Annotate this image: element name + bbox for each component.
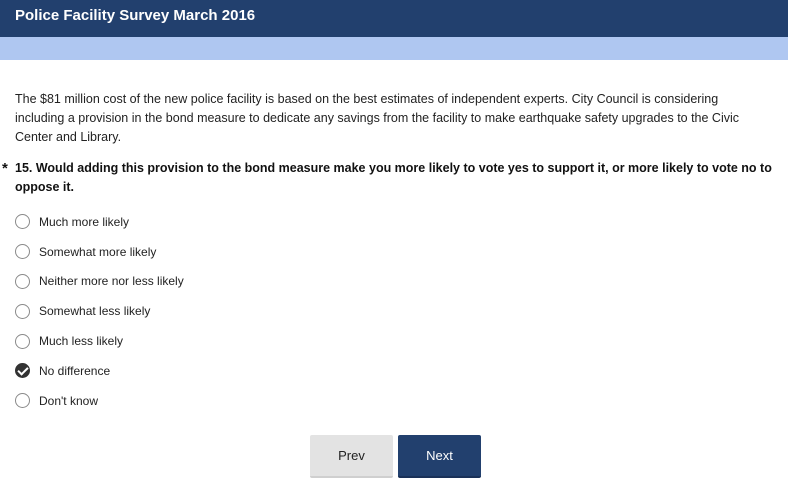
option-label[interactable]: Much more likely — [39, 214, 130, 229]
question-container — [2, 159, 775, 197]
option-much-more-likely[interactable] — [15, 207, 184, 237]
option-much-less-likely[interactable] — [15, 326, 184, 356]
option-no-difference[interactable] — [15, 356, 184, 386]
question-text: 15. Would adding this provision to the bond measure make you more likely to vote yes to support it, or more likely to vote no to oppose it. — [15, 161, 772, 194]
option-label[interactable]: Neither more nor less likely — [39, 274, 184, 289]
intro-text: The $81 million cost of the new police facility is based on the best estimates of independent experts. City Council is considering including a provision in the bond measure to dedicate any savings from the facility to make earthquake safety upgrades to the Civic Center and Library. — [15, 92, 740, 144]
radio-button-checked[interactable] — [15, 363, 30, 378]
navigation-buttons — [310, 435, 481, 478]
option-label[interactable]: Somewhat more likely — [39, 244, 157, 259]
option-somewhat-less-likely[interactable] — [15, 296, 184, 326]
option-neither[interactable] — [15, 267, 184, 297]
checkmark-icon — [17, 365, 28, 376]
option-label[interactable]: Much less likely — [39, 334, 124, 349]
answer-options — [15, 207, 184, 416]
radio-button[interactable] — [15, 214, 30, 229]
survey-title: Police Facility Survey March 2016 — [15, 7, 256, 24]
next-button[interactable]: Next — [398, 435, 481, 478]
radio-button[interactable] — [15, 304, 30, 319]
option-somewhat-more-likely[interactable] — [15, 237, 184, 267]
radio-button[interactable] — [15, 274, 30, 289]
survey-header — [0, 0, 788, 37]
radio-button[interactable] — [15, 244, 30, 259]
prev-button[interactable]: Prev — [310, 435, 393, 478]
required-marker: * — [2, 160, 8, 177]
option-label[interactable]: No difference — [39, 363, 111, 378]
option-label[interactable]: Don't know — [39, 393, 98, 408]
option-dont-know[interactable] — [15, 386, 184, 416]
radio-button[interactable] — [15, 393, 30, 408]
radio-button[interactable] — [15, 334, 30, 349]
option-label[interactable]: Somewhat less likely — [39, 304, 151, 319]
progress-bar — [0, 37, 788, 60]
